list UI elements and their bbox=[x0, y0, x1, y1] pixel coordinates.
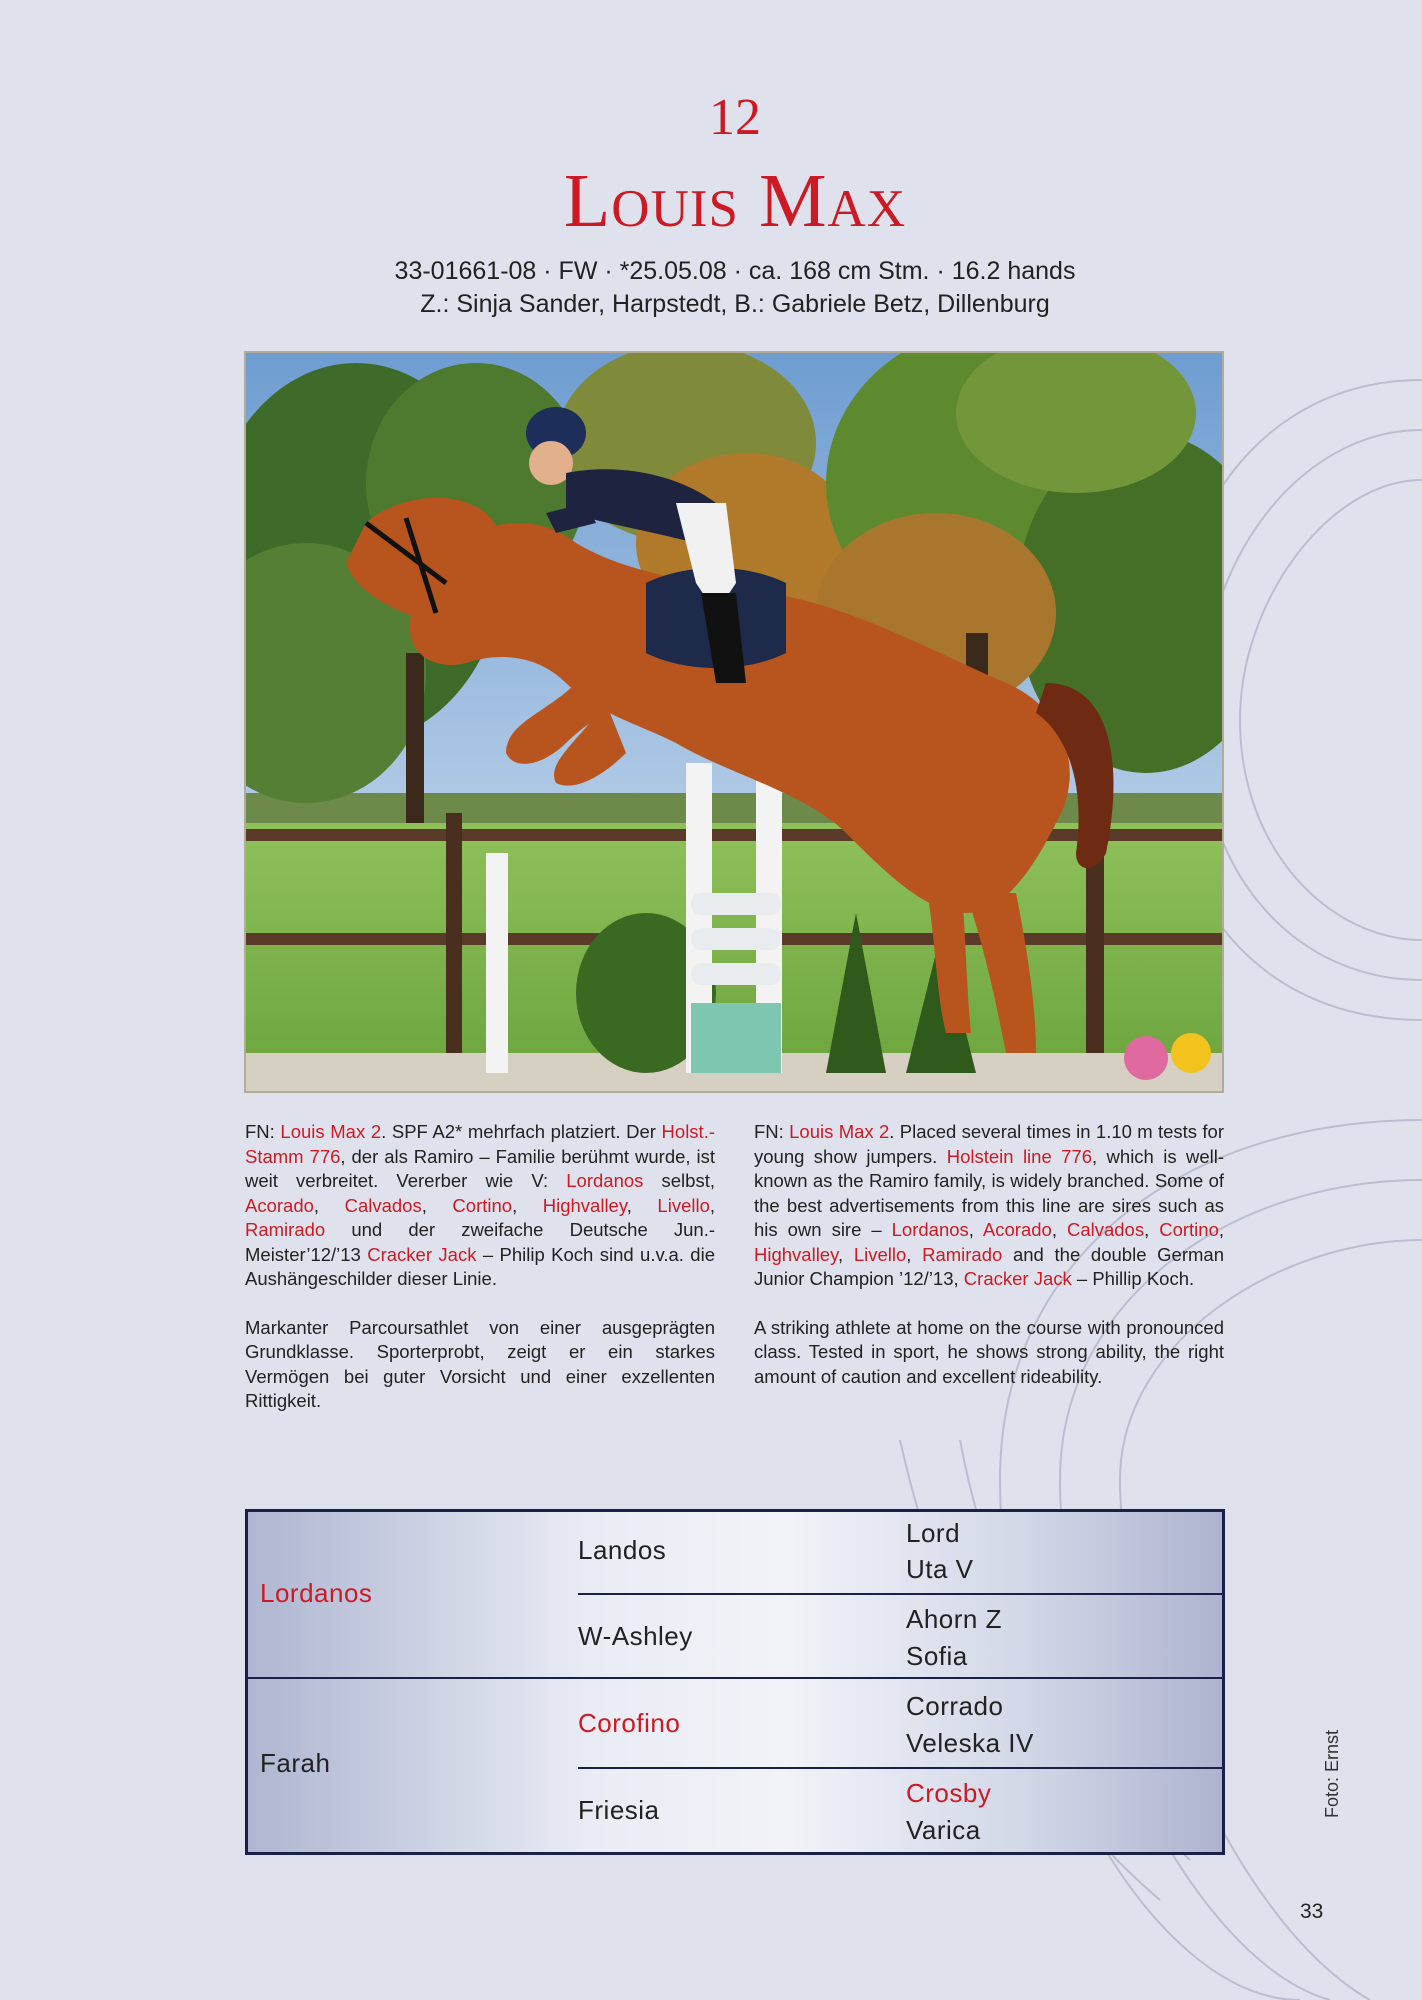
text-run: – Phillip Koch. bbox=[1071, 1268, 1195, 1289]
photo-credit: Foto: Ernst bbox=[1322, 1729, 1342, 1818]
german-description bbox=[245, 1120, 715, 1438]
text-run: und der zweifache Deutsche Jun.-Meister’12/’13 bbox=[245, 1219, 715, 1265]
horse-jumping-photo bbox=[244, 351, 1224, 1093]
pedigree-sire-sire: Landos bbox=[578, 1535, 667, 1565]
text-run: FN: bbox=[754, 1121, 790, 1142]
pedigree-dam-dam: Friesia bbox=[578, 1795, 660, 1825]
pedigree-dam-sire: Corofino bbox=[578, 1708, 681, 1738]
text-run: , bbox=[709, 1194, 716, 1216]
text-run: FN: bbox=[245, 1121, 281, 1142]
pedigree-sire-sire-dam: Uta V bbox=[906, 1554, 974, 1584]
text-run: selbst, bbox=[643, 1170, 715, 1191]
text-run: , bbox=[837, 1243, 854, 1265]
pedigree-divider-sire bbox=[578, 1593, 1222, 1595]
pedigree-dam-dam-sire: Crosby bbox=[906, 1778, 992, 1808]
highlight-name: Louis Max 2 bbox=[280, 1121, 382, 1142]
highlight-name: Holst.- Stamm 776 bbox=[245, 1121, 715, 1167]
highlight-name: Livello bbox=[657, 1194, 710, 1216]
highlight-name: Highvalley bbox=[542, 1194, 627, 1216]
pedigree-sire-sire-sire: Lord bbox=[906, 1518, 961, 1548]
english-paragraph-2: A striking athlete at home on the course with pronounced class. Tested in sport, he shows strong ability, the right amount of caution and excellent rideability. bbox=[754, 1316, 1224, 1387]
text-run: , bbox=[968, 1219, 983, 1240]
pedigree-divider-main bbox=[248, 1677, 1222, 1679]
pedigree-divider-dam bbox=[578, 1767, 1222, 1769]
text-run: , bbox=[313, 1194, 345, 1216]
text-run: , bbox=[1051, 1219, 1067, 1240]
details-line-2: Z.: Sinja Sander, Harpstedt, B.: Gabriele Betz, Dillenburg bbox=[420, 290, 1050, 318]
pedigree-sire-dam-sire: Ahorn Z bbox=[906, 1604, 1002, 1634]
highlight-name: Calvados bbox=[1066, 1219, 1145, 1240]
highlight-name: Calvados bbox=[344, 1194, 422, 1216]
highlight-name: Ramirado bbox=[922, 1243, 1003, 1265]
highlight-name: Livello bbox=[853, 1243, 907, 1265]
text-run: , bbox=[906, 1243, 923, 1265]
highlight-name: Cortino bbox=[452, 1194, 513, 1216]
pedigree-dam: Farah bbox=[260, 1748, 331, 1778]
text-run: , bbox=[421, 1194, 453, 1216]
english-paragraph-1 bbox=[754, 1120, 1224, 1292]
text-run: . SPF A2* mehrfach platziert. Der bbox=[381, 1121, 662, 1142]
text-run: , bbox=[512, 1194, 543, 1216]
pedigree-dam-dam-dam: Varica bbox=[906, 1815, 981, 1845]
highlight-name: Cracker Jack bbox=[963, 1268, 1072, 1289]
german-paragraph-2: Markanter Parcoursathlet von einer ausgeprägten Grundklasse. Sporterprobt, zeigt er ein starkes Vermögen bei guter Vorsicht und einer exzellenten Rittigkeit. bbox=[245, 1316, 715, 1411]
highlight-name: Acorado bbox=[245, 1194, 314, 1216]
highlight-name: Ramirado bbox=[245, 1219, 326, 1240]
page-number: 33 bbox=[1300, 1900, 1324, 1923]
highlight-name: Holstein line 776 bbox=[946, 1145, 1093, 1167]
highlight-name: Acorado bbox=[982, 1219, 1052, 1240]
german-paragraph-1 bbox=[245, 1120, 715, 1292]
highlight-name: Lordanos bbox=[891, 1219, 969, 1240]
text-run: , bbox=[626, 1194, 658, 1216]
pedigree-table bbox=[245, 1509, 1225, 1855]
pedigree-sire: Lordanos bbox=[260, 1578, 373, 1608]
highlight-name: Louis Max 2 bbox=[789, 1121, 890, 1142]
text-run: and the double German Junior Champion ’12/’13, bbox=[754, 1243, 1224, 1289]
text-run: , which is well-known as the Ramiro family, is widely branched. Some of the best advertisements from this line are sires such as his own sire – bbox=[754, 1145, 1225, 1240]
horse-name: Louis Max bbox=[563, 159, 907, 243]
highlight-name: Highvalley bbox=[754, 1243, 838, 1265]
pedigree-sire-dam: W-Ashley bbox=[578, 1621, 693, 1651]
highlight-name: Cracker Jack bbox=[367, 1243, 477, 1265]
english-description bbox=[754, 1120, 1224, 1413]
highlight-name: Cortino bbox=[1159, 1219, 1219, 1240]
text-run: , bbox=[1218, 1219, 1225, 1240]
pedigree-dam-sire-sire: Corrado bbox=[906, 1691, 1004, 1721]
details-line-1: 33-01661-08 · FW · *25.05.08 · ca. 168 cm Stm. · 16.2 hands bbox=[394, 257, 1076, 285]
text-run: – Philip Koch sind u.v.a. die Aushängeschilder dieser Linie. bbox=[245, 1243, 715, 1289]
pedigree-sire-dam-dam: Sofia bbox=[906, 1641, 968, 1671]
pedigree-dam-sire-dam: Veleska IV bbox=[906, 1728, 1034, 1758]
highlight-name: Lordanos bbox=[566, 1170, 644, 1191]
lot-number: 12 bbox=[709, 89, 761, 146]
text-run: , bbox=[1144, 1219, 1160, 1240]
text-run: , der als Ramiro – Familie berühmt wurde, ist weit verbreitet. Vererber wie V: bbox=[245, 1145, 715, 1191]
text-run: . Placed several times in 1.10 m tests for young show jumpers. bbox=[754, 1121, 1224, 1167]
